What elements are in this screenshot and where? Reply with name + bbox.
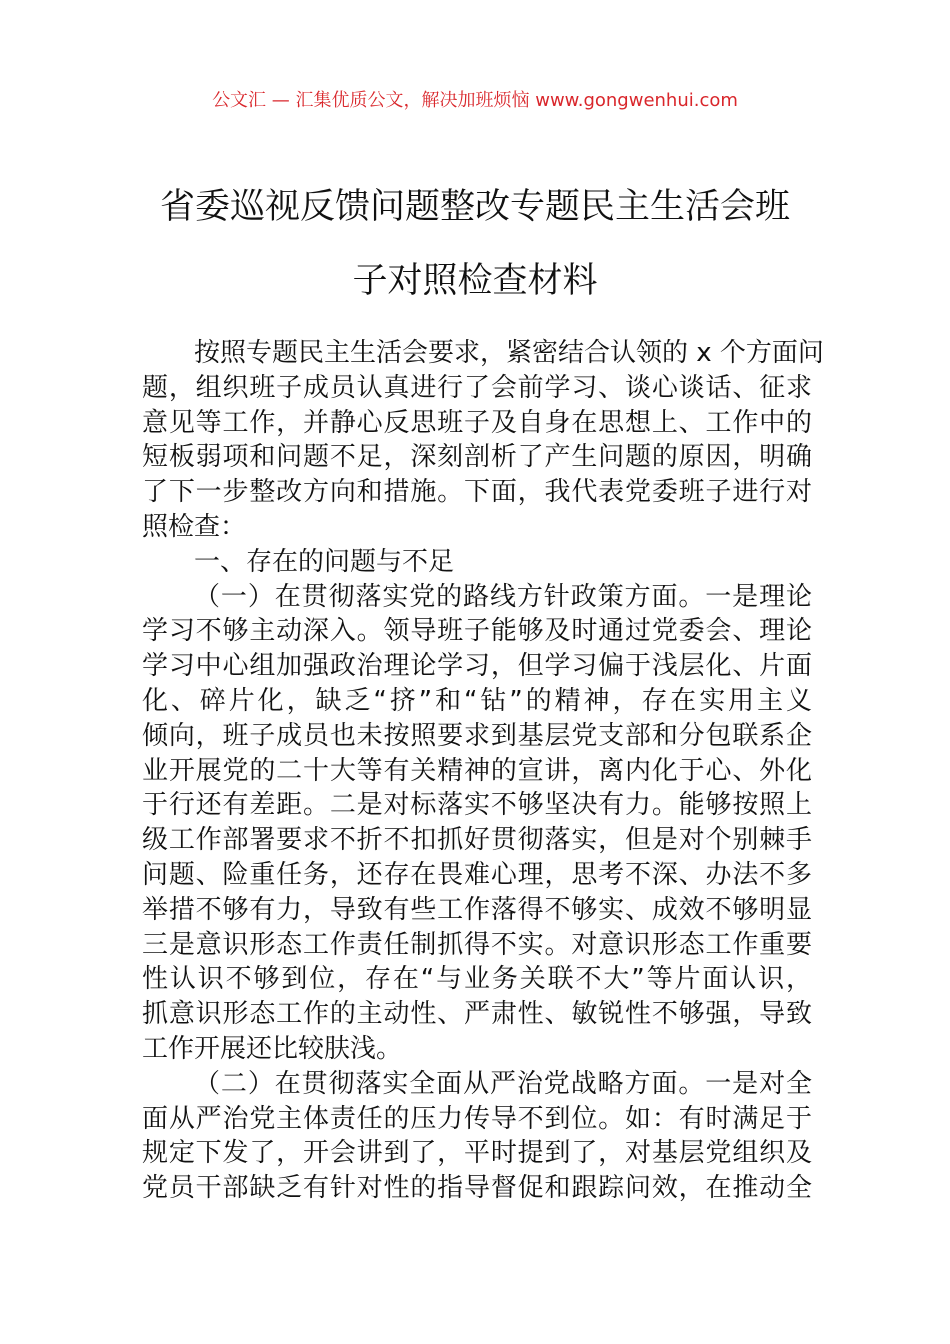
body-line: 问题、险重任务，还存在畏难心理，思考不深、办法不多	[142, 859, 812, 890]
body-line: 倾向，班子成员也未按照要求到基层党支部和分包联系企	[142, 720, 812, 751]
body-line: 举措不够有力，导致有些工作落得不够实、成效不够明显	[142, 894, 812, 925]
document-title	[120, 170, 830, 318]
body-line: 题，组织班子成员认真进行了会前学习、谈心谈话、征求	[142, 372, 812, 403]
body-line: 化、碎片化，缺乏“挤”和“钻”的精神，存在实用主义	[142, 685, 812, 716]
body-line: 党员干部缺乏有针对性的指导督促和跟踪问效，在推动全	[142, 1173, 812, 1204]
document-body	[142, 336, 824, 1206]
body-line: 学习中心组加强政治理论学习，但学习偏于浅层化、片面	[142, 651, 812, 682]
title-line-2: 子对照检查材料	[352, 261, 598, 301]
body-line: 一、存在的问题与不足	[194, 546, 455, 577]
body-line: 按照专题民主生活会要求，紧密结合认领的 x 个方面问	[194, 338, 824, 368]
body-line: 三是意识形态工作责任制抓得不实。对意识形态工作重要	[142, 929, 812, 960]
body-line: 业开展党的二十大等有关精神的宣讲，离内化于心、外化	[142, 755, 812, 786]
body-line: 级工作部署要求不折不扣抓好贯彻落实，但是对个别棘手	[142, 825, 812, 856]
body-line: 性认识不够到位，存在“与业务关联不大”等片面认识，	[142, 964, 812, 995]
body-line: （二）在贯彻落实全面从严治党战略方面。一是对全	[194, 1068, 812, 1099]
body-line: （一）在贯彻落实党的路线方针政策方面。一是理论	[194, 581, 812, 612]
body-line: 于行还有差距。二是对标落实不够坚决有力。能够按照上	[142, 790, 812, 821]
header-banner: 公文汇 — 汇集优质公文，解决加班烦恼 www.gongwenhui.com	[212, 90, 738, 111]
body-line: 工作开展还比较肤浅。	[142, 1033, 403, 1064]
body-line: 学习不够主动深入。领导班子能够及时通过党委会、理论	[142, 616, 812, 647]
body-line: 规定下发了，开会讲到了，平时提到了，对基层党组织及	[142, 1138, 812, 1169]
title-line-1: 省委巡视反馈问题整改专题民主生活会班	[159, 187, 790, 227]
body-line: 短板弱项和问题不足，深刻剖析了产生问题的原因，明确	[142, 442, 812, 473]
body-line: 照检查：	[142, 511, 247, 542]
body-line: 抓意识形态工作的主动性、严肃性、敏锐性不够强，导致	[142, 999, 812, 1030]
body-line: 面从严治党主体责任的压力传导不到位。如：有时满足于	[142, 1103, 812, 1134]
body-line: 意见等工作，并静心反思班子及自身在思想上、工作中的	[142, 407, 812, 438]
body-line: 了下一步整改方向和措施。下面，我代表党委班子进行对	[142, 477, 812, 508]
